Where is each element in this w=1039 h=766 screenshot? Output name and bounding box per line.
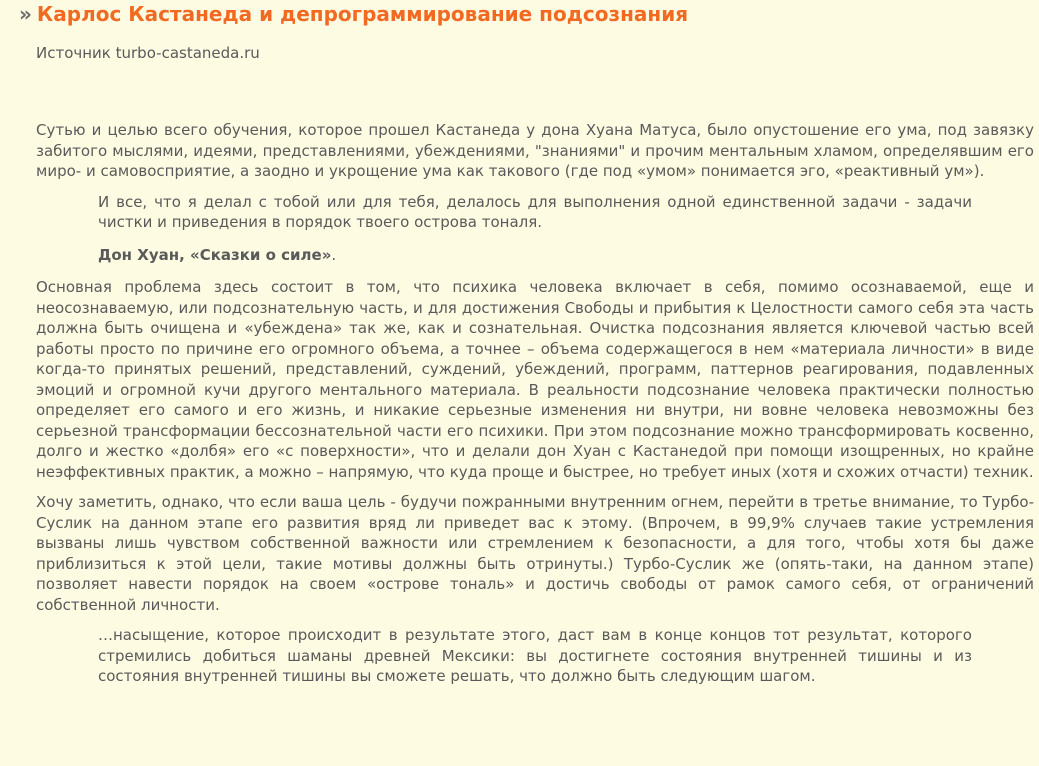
quote-attribution	[98, 245, 1034, 266]
paragraph-main-problem: Основная проблема здесь состоит в том, что психика человека включает в себя, помимо осознаваемой, еще и неосознаваемую, или подсознательную часть, и для достижения Свободы и прибытия к Целостности самого себя эта часть должна быть очищена и «убеждена» так же, как и сознательная. Очистка подсознания является ключевой частью всей работы просто по причине его огромного объема, а точнее – объема содержащегося в нем «материала личности» в виде когда-то принятых решений, представлений, суждений, убеждений, программ, паттернов реагирования, подавленных эмоций и огромной кучи другого ментального материала. В реальности подсознание человека практически полностью определяет его самого и его жизнь, и никакие серьезные изменения ни внутри, ни вовне человека невозможны без серьезной трансформации бессознательной части его психики. При этом подсознание можно трансформировать косвенно, долго и жестко «долбя» его «с поверхности», что и делали дон Хуан с Кастанедой при помощи изощренных, но крайне неэффективных практик, а можно – напрямую, что куда проще и быстрее, но требует иных (хотя и схожих отчасти) техник.	[36, 278, 1034, 481]
double-chevron-icon: »	[19, 2, 32, 26]
quote-author: Дон Хуан, «Сказки о силе»	[98, 245, 332, 264]
quote-author-tail: .	[331, 245, 337, 264]
article-header	[19, 1, 688, 27]
quote-don-juan: И все, что я делал с тобой или для тебя, делалось для выполнения одной единственной задачи - задачи чистки и приведения в порядок твоего острова тоналя.	[98, 192, 972, 231]
source-line: Источник turbo-castaneda.ru	[36, 44, 260, 62]
quote-saturation: …насыщение, которое происходит в результате этого, даст вам в конце концов тот результат, которого стремились добиться шаманы древней Мексики: вы достигнете состояния внутренней тишины и из состояния внутренней тишины вы сможете решать, что должно быть следующим шагом.	[98, 626, 972, 685]
paragraph-turbo-suslik: Хочу заметить, однако, что если ваша цель - будучи пожранными внутренним огнем, перейти в третье внимание, то Турбо-Суслик на данном этапе его развития вряд ли приведет вас к этому. (Впрочем, в 99,9% случаев такие устремления вызваны лишь чувством собственной важности или стремлением к безопасности, а для того, чтобы хотя бы даже приблизиться к этой цели, такие мотивы должны быть отринуты.) Турбо-Суслик же (опять-таки, на данном этапе) позволяет навести порядок на своем «острове тональ» и достичь свободы от рамок самого себя, от ограничений собственной личности.	[36, 493, 1034, 614]
article-body	[36, 120, 1034, 697]
article-title[interactable]: Карлос Кастанеда и депрограммирование подсознания	[36, 2, 689, 26]
paragraph-intro: Сутью и целью всего обучения, которое прошел Кастанеда у дона Хуана Матуса, было опустошение его ума, под завязку забитого мыслями, идеями, представлениями, убеждениями, "знаниями" и прочим ментальным хламом, определявшим его миро- и самовосприятие, а заодно и укрощение ума как такового (где под «умом» понимается эго, «реактивный ум»).	[36, 121, 1034, 180]
